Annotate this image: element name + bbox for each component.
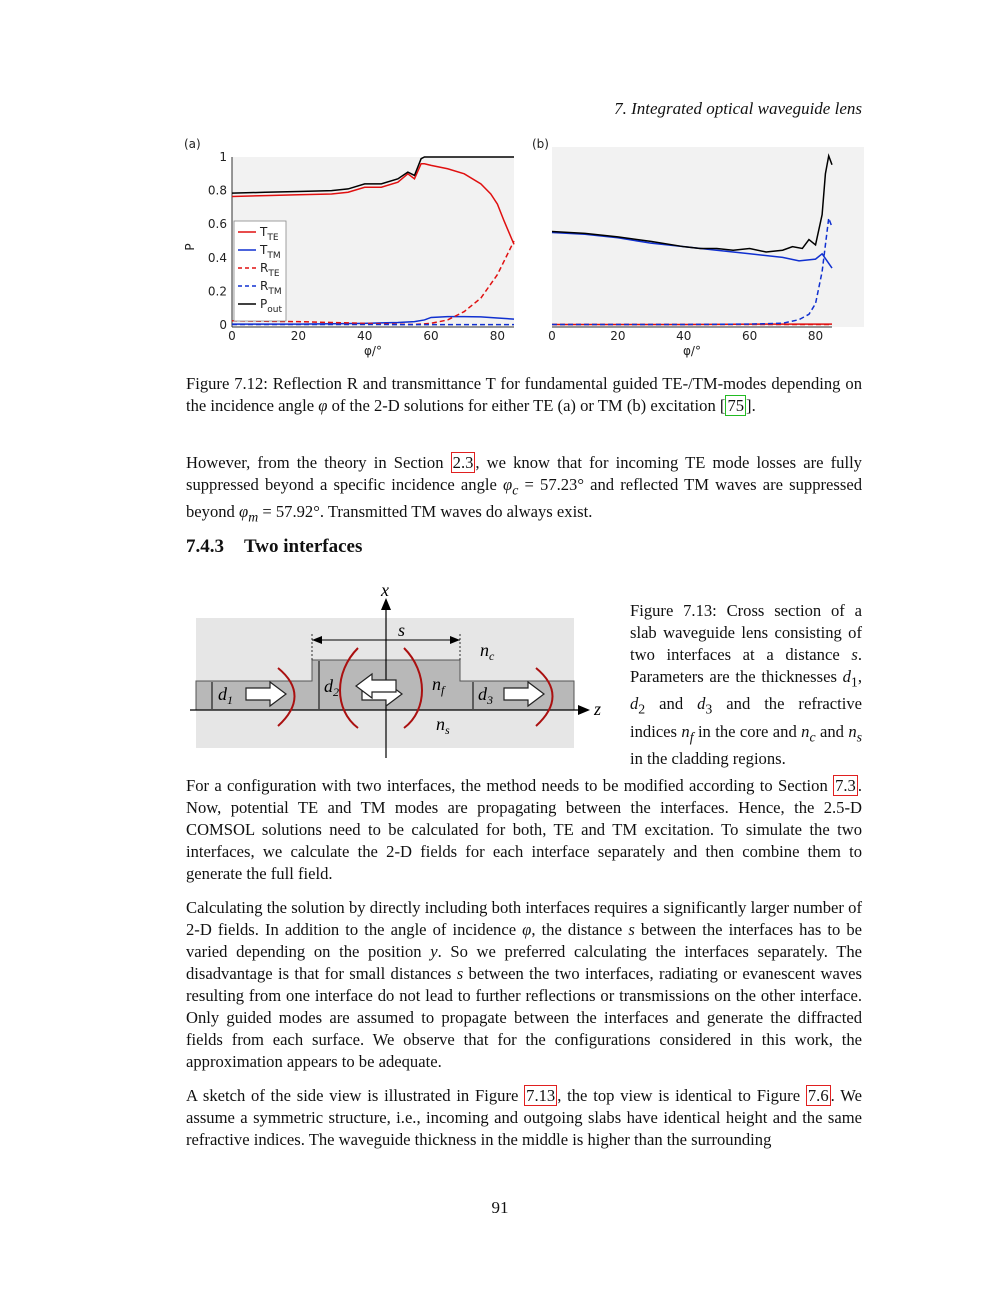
caption-text: and xyxy=(819,721,844,741)
x-axis-label-b: φ/° xyxy=(683,344,701,358)
caption-text: . xyxy=(751,396,756,415)
figure-link[interactable]: 7.13 xyxy=(526,1086,556,1105)
z-axis-label: z xyxy=(594,699,602,719)
caption-text: Figure 7.12: Reflection R and transmittance T for fundamental guided TE-/TM-modes depending on the incidence angle xyxy=(186,374,862,415)
nc-label: $n_c$ xyxy=(480,640,495,663)
text: between the two interfaces, radiating or evanescent waves resulting from one interface do not lead to further reflections or transmissions on the other interface. Only guided modes are assumed to propagate between the interfaces and generate the diffracted fields from each surface. We observe that for the configurations considered in this work, the approximation appears to be adequate. xyxy=(186,964,862,1071)
chart-panel-b xyxy=(528,135,868,360)
x-tick-label: 0 xyxy=(228,329,236,343)
d3-label: $d_3$ xyxy=(478,684,493,707)
section-number: 7.4.3 xyxy=(186,536,224,557)
caption-math: φ xyxy=(318,396,328,415)
caption-text: in the cladding regions. xyxy=(630,748,786,768)
legend-entry: $P_{out}$ xyxy=(260,297,282,315)
x-tick-label: 40 xyxy=(357,329,373,343)
y-tick-label: 0.8 xyxy=(207,183,227,198)
text: Calculating the solution by directly including both interfaces requires a significantly larger number of 2-D fields. In addition to the angle of incidence xyxy=(186,898,862,939)
figure-7-13-caption: Figure 7.13: Cross section of a slab waveguide lens consisting of two interfaces at a distance s. Parameters are the thicknesses $d_1$, $d_2$ and $d_3$ and the refractive indices $n_f$ in the core and $n_c$ and $n_s$ in the cladding regions. xyxy=(630,601,863,768)
x-tick-label: 0 xyxy=(548,329,556,343)
text: For a configuration with two interfaces, the method needs to be modified according to Section xyxy=(186,776,828,795)
text: between the interfaces has to be varied depending on the position xyxy=(186,920,862,961)
legend-entry: $T_{TE}$ xyxy=(260,225,279,243)
math-sub: m xyxy=(248,509,259,525)
section-link[interactable]: 7.3 xyxy=(835,776,856,795)
text: . We assume a symmetric structure, i.e., incoming and outgoing slabs have identical height and the same refractive indices. The waveguide thickness in the middle is higher than the surrounding xyxy=(186,1086,862,1149)
math: φ xyxy=(503,475,513,494)
y-tick-label: 0.2 xyxy=(207,284,227,299)
text: However, from the theory in Section xyxy=(186,453,444,472)
text: . Now, potential TE and TM modes are propagating between the interfaces. Hence, the 2.5-D COMSOL solutions need to be calculated for both, TE and TM excitation. To simulate the two interfaces, we calculate the 2-D fields for each interface separately and then combine them to generate the full field. xyxy=(186,776,862,883)
legend-entry: $T_{TM}$ xyxy=(260,243,281,261)
paragraph-sketch xyxy=(186,1085,862,1151)
math: φ xyxy=(239,502,249,522)
caption-math: d xyxy=(842,667,851,686)
caption-text: . Parameters are the thicknesses xyxy=(630,645,862,686)
x-tick-label: 60 xyxy=(423,329,439,343)
caption-math: s xyxy=(851,645,858,664)
y-tick-label: 0 xyxy=(219,318,227,332)
caption-text: of the 2-D solutions for either TE (a) or TM (b) excitation xyxy=(331,396,716,415)
y-axis-label-a: P xyxy=(183,243,197,251)
paragraph-calculation xyxy=(186,897,862,1073)
math-sub: c xyxy=(512,482,519,498)
x-tick-label: 40 xyxy=(676,329,692,343)
x-tick-label: 80 xyxy=(489,329,506,343)
x-axis-label: x xyxy=(381,580,389,600)
math: s xyxy=(456,964,464,983)
section-heading xyxy=(186,536,362,558)
text: = 57.92°. Transmitted TM waves do always exist. xyxy=(262,502,593,522)
y-tick-label: 0.4 xyxy=(207,250,227,265)
x-tick-label: 60 xyxy=(742,329,758,343)
section-title: Two interfaces xyxy=(244,536,363,557)
math: y xyxy=(430,942,438,961)
x-tick-label: 20 xyxy=(290,329,306,343)
math: φ xyxy=(522,920,532,939)
citation-link[interactable]: 75 xyxy=(727,396,745,415)
z-axis-arrow xyxy=(578,705,590,715)
text: , we know that for incoming TE mode losses are fully suppressed beyond a specific incidence angle xyxy=(186,453,862,494)
text: , the top view is identical to Figure xyxy=(557,1086,801,1105)
x-axis-label-a: φ/° xyxy=(364,344,382,358)
ns-label: $n_s$ xyxy=(436,714,450,737)
d2-label: $d_2$ xyxy=(324,676,339,699)
chart-panel-a xyxy=(180,135,520,360)
nf-label: $n_f$ xyxy=(432,674,445,697)
text: = 57.23° and reflected TM waves are suppressed beyond xyxy=(186,475,862,522)
legend-entry: $R_{TE}$ xyxy=(260,261,280,279)
text: , the distance xyxy=(531,920,623,939)
page-number: 91 xyxy=(491,1198,509,1217)
panel-label-a: (a) xyxy=(184,137,201,151)
panel-label-b: (b) xyxy=(532,137,549,151)
x-tick-label: 80 xyxy=(807,329,824,343)
caption-text: and the refractive indices xyxy=(630,694,862,741)
figure-7-12-caption: Figure 7.12: Reflection R and transmittance T for fundamental guided TE-/TM-modes depending on the incidence angle φ of the 2-D solutions for either TE (a) or TM (b) excitation [ 75 ]. xyxy=(186,374,862,415)
waveguide-cross-section-diagram xyxy=(190,578,610,763)
d1-label: $d_1$ xyxy=(218,684,233,707)
caption-text: Figure 7.13: Cross section of a slab waveguide lens consisting of two interfaces at a distance xyxy=(630,601,862,664)
legend-entry: $R_{TM}$ xyxy=(260,279,282,297)
paragraph-configuration xyxy=(186,775,862,885)
y-tick-label: 0.6 xyxy=(207,217,227,232)
y-tick-label: 1 xyxy=(219,150,227,164)
text: A sketch of the side view is illustrated in Figure xyxy=(186,1086,519,1105)
running-header: 7. Integrated optical waveguide lens xyxy=(614,99,862,118)
s-label: s xyxy=(398,620,406,640)
figure-link[interactable]: 7.6 xyxy=(807,1086,829,1105)
caption-text: in the core and xyxy=(697,721,797,741)
section-link[interactable]: 2.3 xyxy=(452,453,474,472)
math: s xyxy=(628,920,635,939)
legend-a xyxy=(234,221,286,321)
paragraph-theory xyxy=(186,452,862,529)
text: . So we preferred calculating the interfaces separately. The disadvantage is that for small distances xyxy=(186,942,862,983)
x-tick-label: 20 xyxy=(610,329,626,343)
